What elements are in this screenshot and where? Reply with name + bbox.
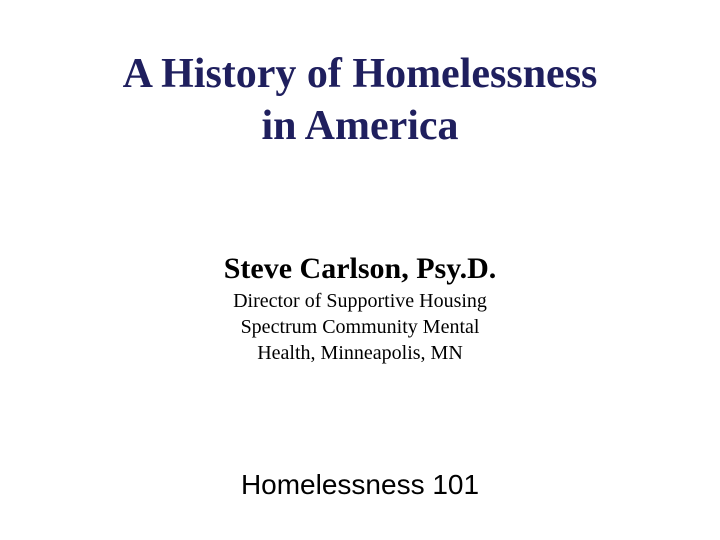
slide-title xyxy=(0,48,720,152)
author-block xyxy=(0,250,720,366)
author-name: Steve Carlson, Psy.D. xyxy=(223,252,497,285)
author-role: Director of Supportive Housing xyxy=(233,290,487,312)
course-label: Homelessness 101 xyxy=(240,469,480,500)
title-line-2: in America xyxy=(261,103,459,149)
author-organization-line-1: Spectrum Community Mental xyxy=(240,316,480,338)
title-line-1: A History of Homelessness xyxy=(122,51,598,97)
author-organization-line-2: Health, Minneapolis, MN xyxy=(257,342,463,364)
